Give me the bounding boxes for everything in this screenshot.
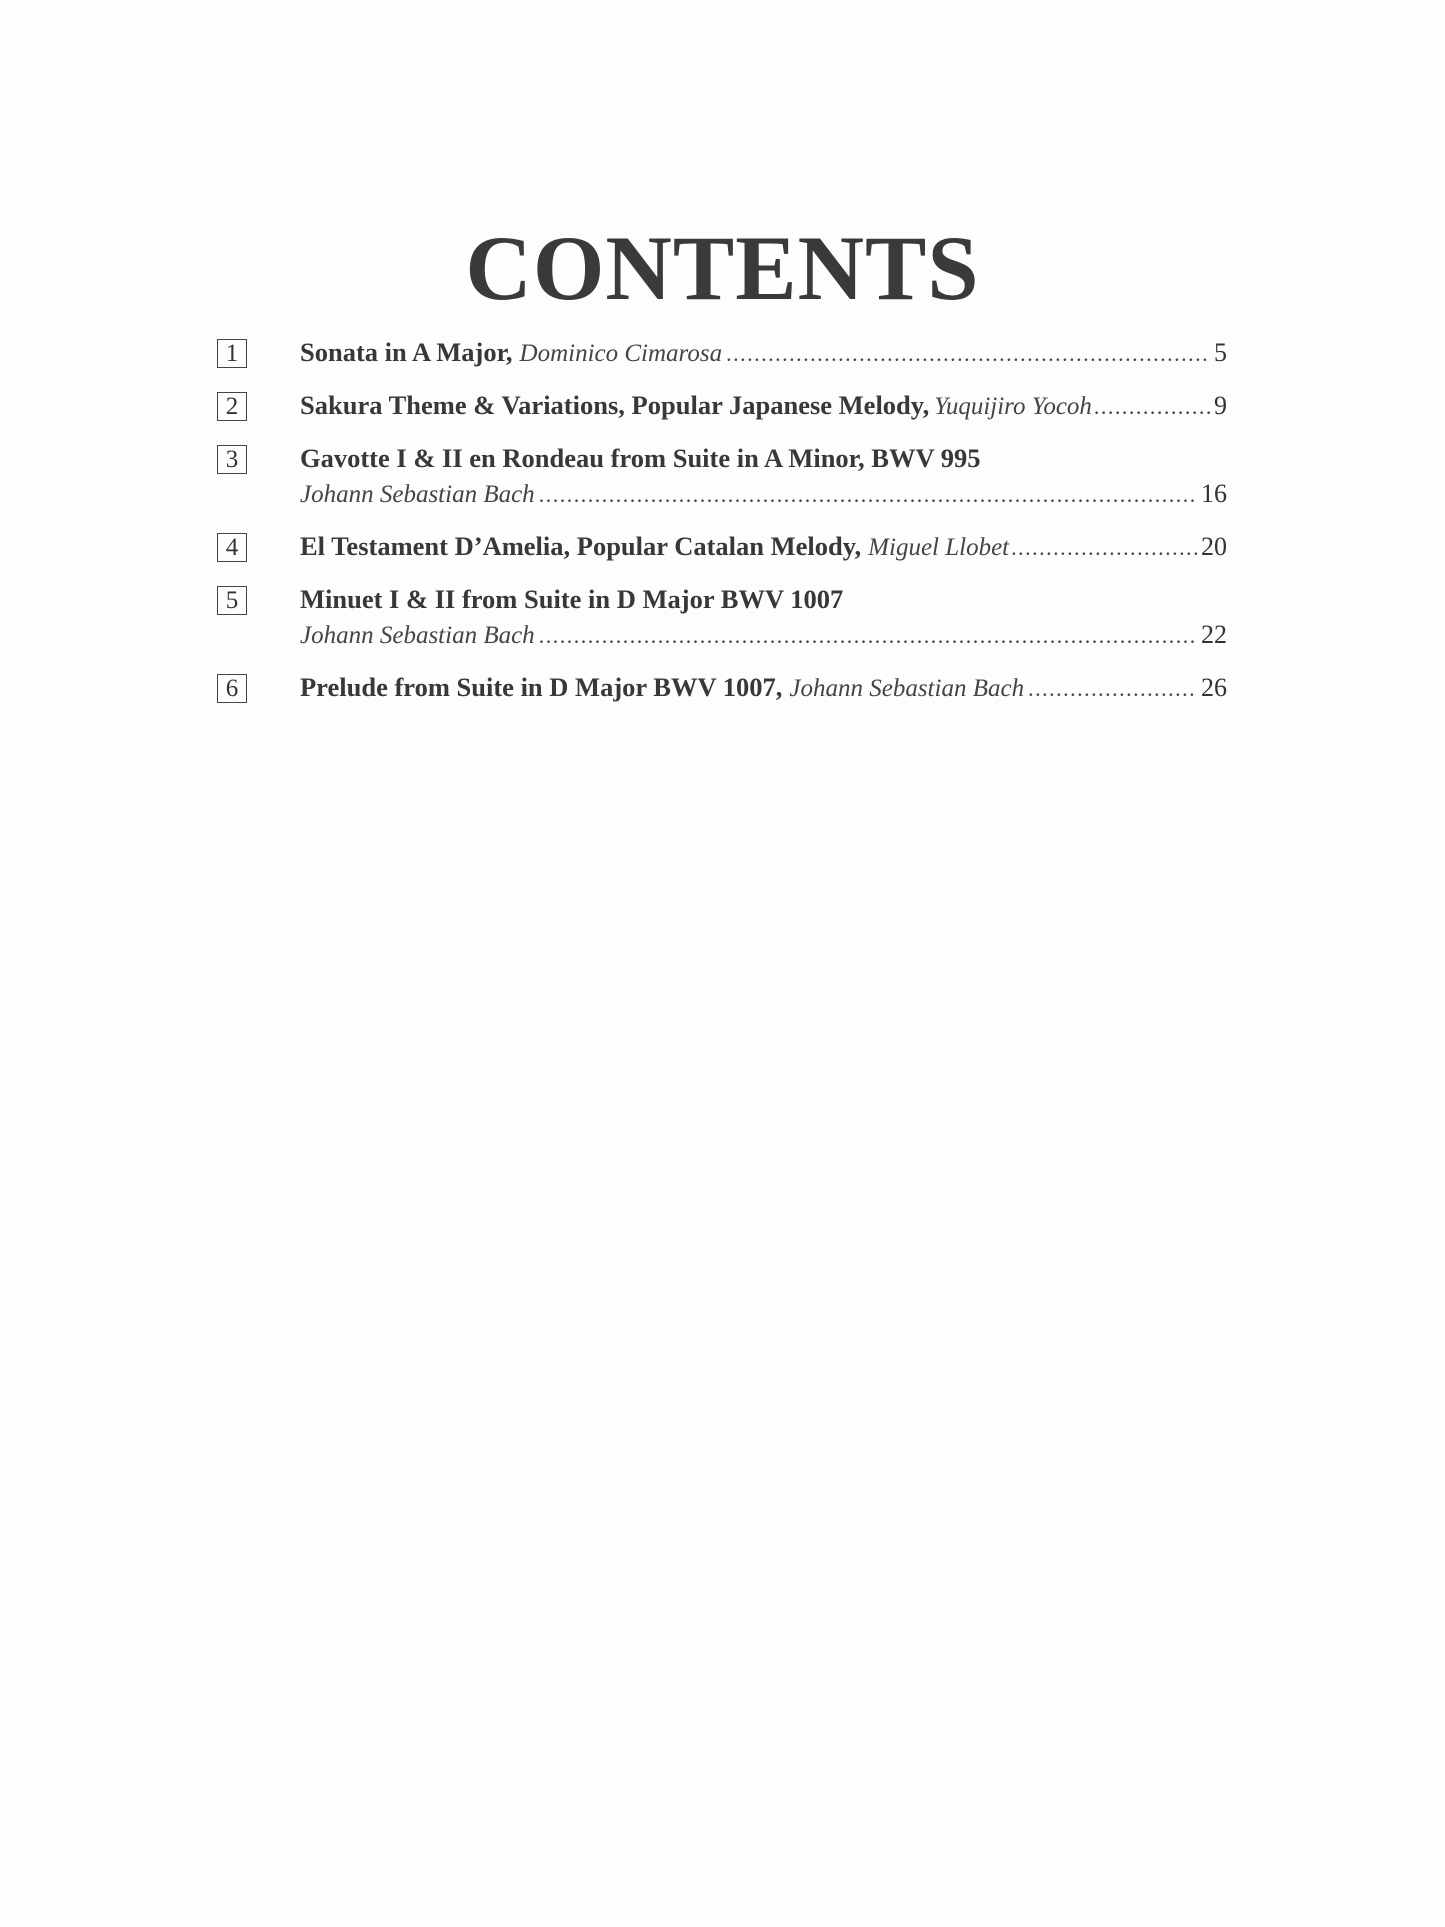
toc-entry-6[interactable] — [217, 669, 1227, 707]
leader-dots — [1011, 530, 1200, 566]
entry-composer: Miguel Llobet — [868, 534, 1010, 561]
entry-line — [300, 387, 1227, 425]
toc-entry-5[interactable] — [217, 581, 1227, 654]
entry-text — [300, 528, 1227, 566]
leader-dots — [726, 336, 1210, 372]
page-title: CONTENTS — [465, 217, 980, 319]
entry-composer: Johann Sebastian Bach — [789, 675, 1025, 702]
toc-entry-2[interactable] — [217, 387, 1227, 425]
leader-dots — [1094, 389, 1213, 425]
toc-entry-1[interactable] — [217, 334, 1227, 372]
entry-number-box: 6 — [217, 674, 247, 703]
entry-line — [300, 669, 1227, 707]
entry-text — [300, 440, 1227, 513]
leader-dots — [539, 618, 1197, 654]
entry-page-number: 26 — [1201, 673, 1227, 702]
entry-composer: Johann Sebastian Bach — [300, 481, 535, 508]
entry-page-number: 20 — [1201, 532, 1227, 561]
entry-page-number: 5 — [1214, 338, 1227, 367]
entry-text — [300, 581, 1227, 654]
leader-dots — [1028, 671, 1197, 707]
entry-composer: Dominico Cimarosa — [519, 340, 723, 367]
table-of-contents — [217, 334, 1227, 722]
entry-page-number: 16 — [1201, 479, 1227, 508]
entry-title: Sonata in A Major, — [300, 337, 513, 367]
entry-text — [300, 669, 1227, 707]
entry-line — [300, 334, 1227, 372]
entry-number-box: 2 — [217, 392, 247, 421]
entry-page-number: 9 — [1214, 391, 1227, 420]
entry-title-line — [300, 581, 1227, 617]
entry-composer: Yuquijiro Yocoh — [934, 393, 1092, 420]
entry-title: Prelude from Suite in D Major BWV 1007, — [300, 672, 783, 702]
entry-text — [300, 334, 1227, 372]
entry-number-box: 3 — [217, 445, 247, 474]
entry-line — [300, 476, 1227, 513]
entry-number-box: 4 — [217, 533, 247, 562]
entry-title-line — [300, 440, 1227, 476]
entry-number-box: 1 — [217, 339, 247, 368]
entry-title: Gavotte I & II en Rondeau from Suite in A Minor, BWV 995 — [300, 443, 981, 473]
leader-dots — [539, 477, 1197, 513]
entry-page-number: 22 — [1201, 620, 1227, 649]
entry-number-box: 5 — [217, 586, 247, 615]
entry-title: Sakura Theme & Variations, Popular Japanese Melody, — [300, 390, 930, 420]
entry-line — [300, 617, 1227, 654]
toc-entry-3[interactable] — [217, 440, 1227, 513]
entry-title: El Testament D’Amelia, Popular Catalan Melody, — [300, 531, 862, 561]
entry-line — [300, 528, 1227, 566]
entry-composer: Johann Sebastian Bach — [300, 622, 535, 649]
toc-entry-4[interactable] — [217, 528, 1227, 566]
entry-title: Minuet I & II from Suite in D Major BWV 1007 — [300, 584, 844, 614]
entry-text — [300, 387, 1227, 425]
